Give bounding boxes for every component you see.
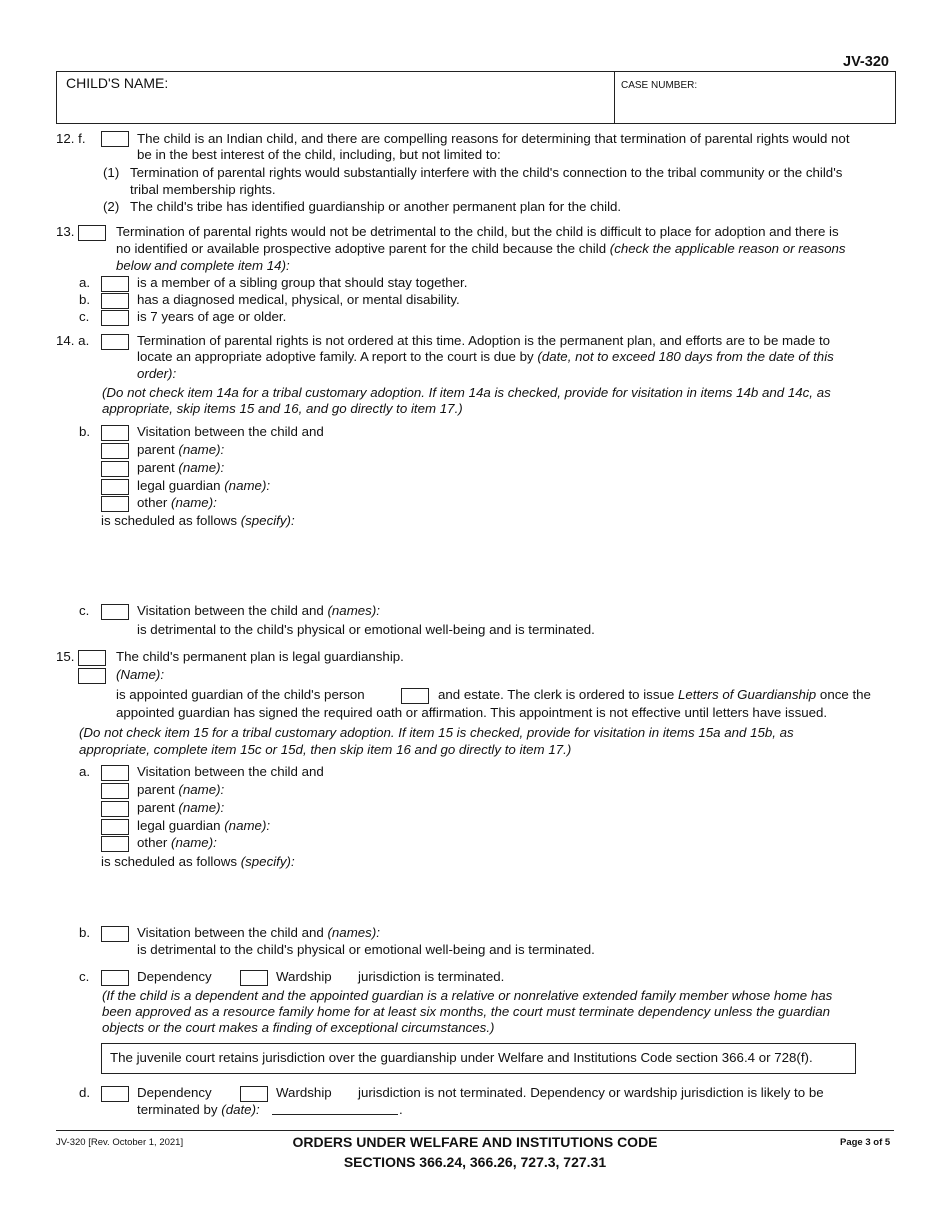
item-14c-detrimental: is detrimental to the child's physical or emotional well-being and is terminated. <box>137 622 595 637</box>
footer-page-number: Page 3 of 5 <box>840 1137 891 1148</box>
item-15a-parent1: parent (name): <box>137 782 225 797</box>
item-12f-2-text: The child's tribe has identified guardianship or another permanent plan for the child. <box>130 199 622 214</box>
item-15-checkbox[interactable] <box>78 650 106 666</box>
item-15c-letter: c. <box>79 969 90 984</box>
item-15a-visit: Visitation between the child and <box>137 764 324 779</box>
item-14a-number: 14. a. <box>56 333 90 348</box>
item-15c-dependency: Dependency <box>137 969 212 984</box>
item-15a-scheduled: is scheduled as follows (specify): <box>101 854 295 869</box>
item-14b-checkbox[interactable] <box>101 425 129 441</box>
item-15d-wardship: Wardship <box>276 1085 332 1100</box>
item-15c-dependency-checkbox[interactable] <box>101 970 129 986</box>
item-14b-parent1-checkbox[interactable] <box>101 443 129 459</box>
item-15a-checkbox[interactable] <box>101 765 129 781</box>
item-13c-checkbox[interactable] <box>101 310 129 326</box>
footer-title-2: SECTIONS 366.24, 366.26, 727.3, 727.31 <box>343 1154 607 1170</box>
item-14b-other-checkbox[interactable] <box>101 496 129 512</box>
item-14a-text-3: order): <box>137 366 177 381</box>
item-15-appoint-l2: appointed guardian has signed the required oath or affirmation. This appointment is not effective until letters have issued. <box>116 705 828 720</box>
form-id: JV-320 <box>843 54 889 70</box>
item-15b-checkbox[interactable] <box>101 926 129 942</box>
item-14c-letter: c. <box>79 603 90 618</box>
child-name-label: CHILD'S NAME: <box>66 75 169 91</box>
item-15a-guardian-checkbox[interactable] <box>101 819 129 835</box>
item-12f-checkbox[interactable] <box>101 131 129 147</box>
item-15c-wardship: Wardship <box>276 969 332 984</box>
item-13a-text: is a member of a sibling group that should stay together. <box>137 275 468 290</box>
item-15a-parent1-checkbox[interactable] <box>101 783 129 799</box>
item-13b-checkbox[interactable] <box>101 293 129 309</box>
item-15-name-checkbox[interactable] <box>78 668 106 684</box>
item-14b-visit: Visitation between the child and <box>137 424 324 439</box>
item-12f-1-text: Termination of parental rights would substantially interfere with the child's connection to the tribal community or the child's <box>130 165 843 180</box>
item-15c-note-2: been approved as a resource family home for at least six months, the court must terminate dependency unless the guardian <box>102 1004 831 1019</box>
item-15-plan: The child's permanent plan is legal guardianship. <box>116 649 404 664</box>
item-13-number: 13. <box>56 224 75 239</box>
item-15-appoint-b: and estate. The clerk is ordered to issue Letters of Guardianship once the <box>438 687 871 702</box>
item-15a-parent2-checkbox[interactable] <box>101 801 129 817</box>
item-13a-letter: a. <box>79 275 91 290</box>
item-14b-scheduled: is scheduled as follows (specify): <box>101 513 295 528</box>
item-12f-1-text-2: tribal membership rights. <box>130 182 276 197</box>
item-14-note: (Do not check item 14a for a tribal customary adoption. If item 14a is checked, provide for visitation in items 14b and 14c, as <box>102 385 831 400</box>
item-13-text: Termination of parental rights would not be detrimental to the child, but the child is difficult to place for adoption and there is <box>116 224 839 239</box>
retains-jurisdiction-text: The juvenile court retains jurisdiction over the guardianship under Welfare and Institutions Code section 366.4 or 728(f). <box>110 1050 813 1065</box>
item-13b-text: has a diagnosed medical, physical, or mental disability. <box>137 292 460 307</box>
item-15-estate-checkbox[interactable] <box>401 688 429 704</box>
item-14-note-2: appropriate, skip items 15 and 16, and go directly to item 17.) <box>102 401 463 416</box>
header-divider <box>614 71 615 123</box>
item-15d-date-field[interactable] <box>272 1114 398 1115</box>
item-13-checkbox[interactable] <box>78 225 106 241</box>
item-15d-dependency-checkbox[interactable] <box>101 1086 129 1102</box>
item-12f-2-number: (2) <box>103 199 120 214</box>
footer-rule <box>56 1130 894 1131</box>
item-14b-guardian: legal guardian (name): <box>137 478 271 493</box>
item-13c-letter: c. <box>79 309 90 324</box>
item-15c-wardship-checkbox[interactable] <box>240 970 268 986</box>
item-14a-checkbox[interactable] <box>101 334 129 350</box>
item-13c-text: is 7 years of age or older. <box>137 309 287 324</box>
item-15d-terminated-by: terminated by (date): <box>137 1102 260 1117</box>
item-15a-schedule-field[interactable] <box>101 872 891 922</box>
item-12f-text-2: be in the best interest of the child, including, but not limited to: <box>137 147 501 162</box>
item-15b-visit: Visitation between the child and (names): <box>137 925 380 940</box>
item-14b-parent1: parent (name): <box>137 442 225 457</box>
item-15-note: (Do not check item 15 for a tribal customary adoption. If item 15 is checked, provide for visitation in items 15a and 15b, as <box>79 725 794 740</box>
item-14a-text-2: locate an appropriate adoptive family. A report to the court is due by (date, not to exceed 180 days from the date of this <box>137 349 834 364</box>
item-14b-other: other (name): <box>137 495 217 510</box>
item-15-note-2: appropriate, complete item 15c or 15d, then skip item 16 and go directly to item 17.) <box>79 742 572 757</box>
item-15d-not-terminated: jurisdiction is not terminated. Dependency or wardship jurisdiction is likely to be <box>358 1085 824 1100</box>
item-14b-letter: b. <box>79 424 91 439</box>
item-13a-checkbox[interactable] <box>101 276 129 292</box>
item-15a-other-checkbox[interactable] <box>101 836 129 852</box>
item-13-text-2: no identified or available prospective adoptive parent for the child because the child (check the applicable reason or reasons <box>116 241 846 256</box>
item-14b-guardian-checkbox[interactable] <box>101 479 129 495</box>
item-15-number: 15. <box>56 649 75 664</box>
item-15a-guardian: legal guardian (name): <box>137 818 271 833</box>
case-number-field[interactable] <box>616 94 892 120</box>
item-14b-parent2-checkbox[interactable] <box>101 461 129 477</box>
item-15-name-hint: (Name): <box>116 667 165 682</box>
item-13b-letter: b. <box>79 292 91 307</box>
item-14b-schedule-field[interactable] <box>101 532 891 592</box>
item-15d-wardship-checkbox[interactable] <box>240 1086 268 1102</box>
item-14c-visit: Visitation between the child and (names): <box>137 603 380 618</box>
child-name-field[interactable] <box>57 94 613 120</box>
footer-revision: JV-320 [Rev. October 1, 2021] <box>56 1137 184 1148</box>
item-15c-note-3: objects or the court makes a finding of exceptional circumstances.) <box>102 1020 495 1035</box>
item-15d-dependency: Dependency <box>137 1085 212 1100</box>
item-15d-letter: d. <box>79 1085 91 1100</box>
item-15c-terminated: jurisdiction is terminated. <box>358 969 505 984</box>
item-15d-period: . <box>399 1102 403 1117</box>
item-12f-text: The child is an Indian child, and there are compelling reasons for determining that termination of parental rights would not <box>137 131 850 146</box>
item-15a-letter: a. <box>79 764 91 779</box>
footer-title: ORDERS UNDER WELFARE AND INSTITUTIONS CODE <box>292 1134 658 1150</box>
case-number-label: CASE NUMBER: <box>621 80 698 91</box>
item-15b-letter: b. <box>79 925 91 940</box>
item-15b-detrimental: is detrimental to the child's physical or emotional well-being and is terminated. <box>137 942 595 957</box>
item-15a-parent2: parent (name): <box>137 800 225 815</box>
item-15-appoint-a: is appointed guardian of the child's person <box>116 687 365 702</box>
item-12f-number: 12. f. <box>56 131 86 146</box>
item-14c-checkbox[interactable] <box>101 604 129 620</box>
item-15c-note: (If the child is a dependent and the appointed guardian is a relative or nonrelative extended family member whose home has <box>102 988 833 1003</box>
item-12f-1-number: (1) <box>103 165 120 180</box>
item-14b-parent2: parent (name): <box>137 460 225 475</box>
item-15a-other: other (name): <box>137 835 217 850</box>
item-13-text-3: below and complete item 14): <box>116 258 290 273</box>
item-14a-text: Termination of parental rights is not ordered at this time. Adoption is the permanent plan, and efforts are to be made to <box>137 333 831 348</box>
